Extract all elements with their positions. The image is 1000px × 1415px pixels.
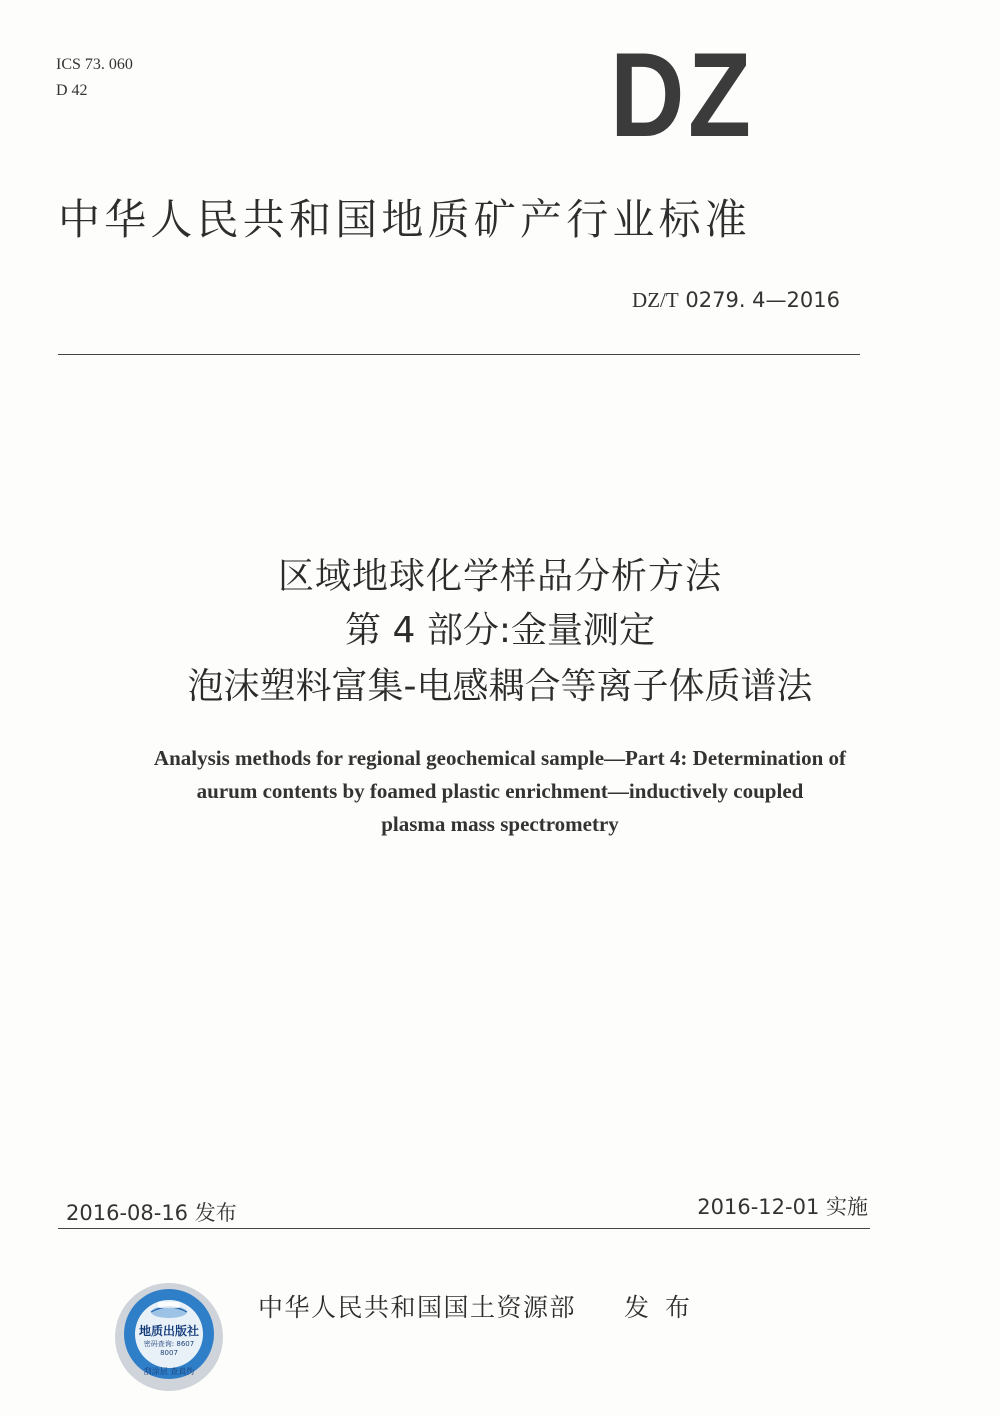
dz-logo: DZ	[610, 28, 755, 162]
stamp-code-line-2: 8007	[160, 1349, 178, 1357]
issue-date: 2016-08-16 发布	[66, 1201, 237, 1225]
english-title-line-3: plasma mass spectrometry	[381, 812, 619, 836]
stamp-brand: 地质出版社	[138, 1324, 199, 1338]
chinese-title-line-1: 区域地球化学样品分析方法	[277, 556, 722, 597]
stamp-code-line-1: 密码查询: 8607	[143, 1340, 195, 1348]
bottom-divider	[58, 1228, 870, 1229]
ccs-code: D 42	[56, 82, 88, 99]
standard-category-title: 中华人民共和国地质矿产行业标准	[58, 195, 752, 244]
classification-codes	[56, 52, 133, 104]
document-number-prefix: DZ/T	[632, 288, 679, 312]
document-number-value: 0279. 4—2016	[685, 288, 840, 312]
stamp-scratch-label: 刮涂层 查真伪	[143, 1367, 195, 1376]
english-title-line-2: aurum contents by foamed plastic enrichment—inductively coupled	[196, 779, 804, 803]
issuer-line	[258, 1290, 706, 1326]
english-title-line-1: Analysis methods for regional geochemical sample—Part 4: Determination of	[153, 746, 847, 770]
issuer-name: 中华人民共和国国土资源部	[258, 1293, 577, 1322]
chinese-title-line-2: 第 4 部分:金量测定	[345, 610, 655, 651]
ics-code: ICS 73. 060	[56, 56, 133, 73]
chinese-title-line-3: 泡沫塑料富集-电感耦合等离子体质谱法	[187, 666, 813, 707]
anti-counterfeit-stamp	[114, 1282, 224, 1392]
implementation-date: 2016-12-01 实施	[697, 1195, 868, 1219]
document-number	[632, 286, 840, 314]
top-divider	[58, 354, 860, 355]
issuer-action: 发布	[624, 1293, 707, 1322]
